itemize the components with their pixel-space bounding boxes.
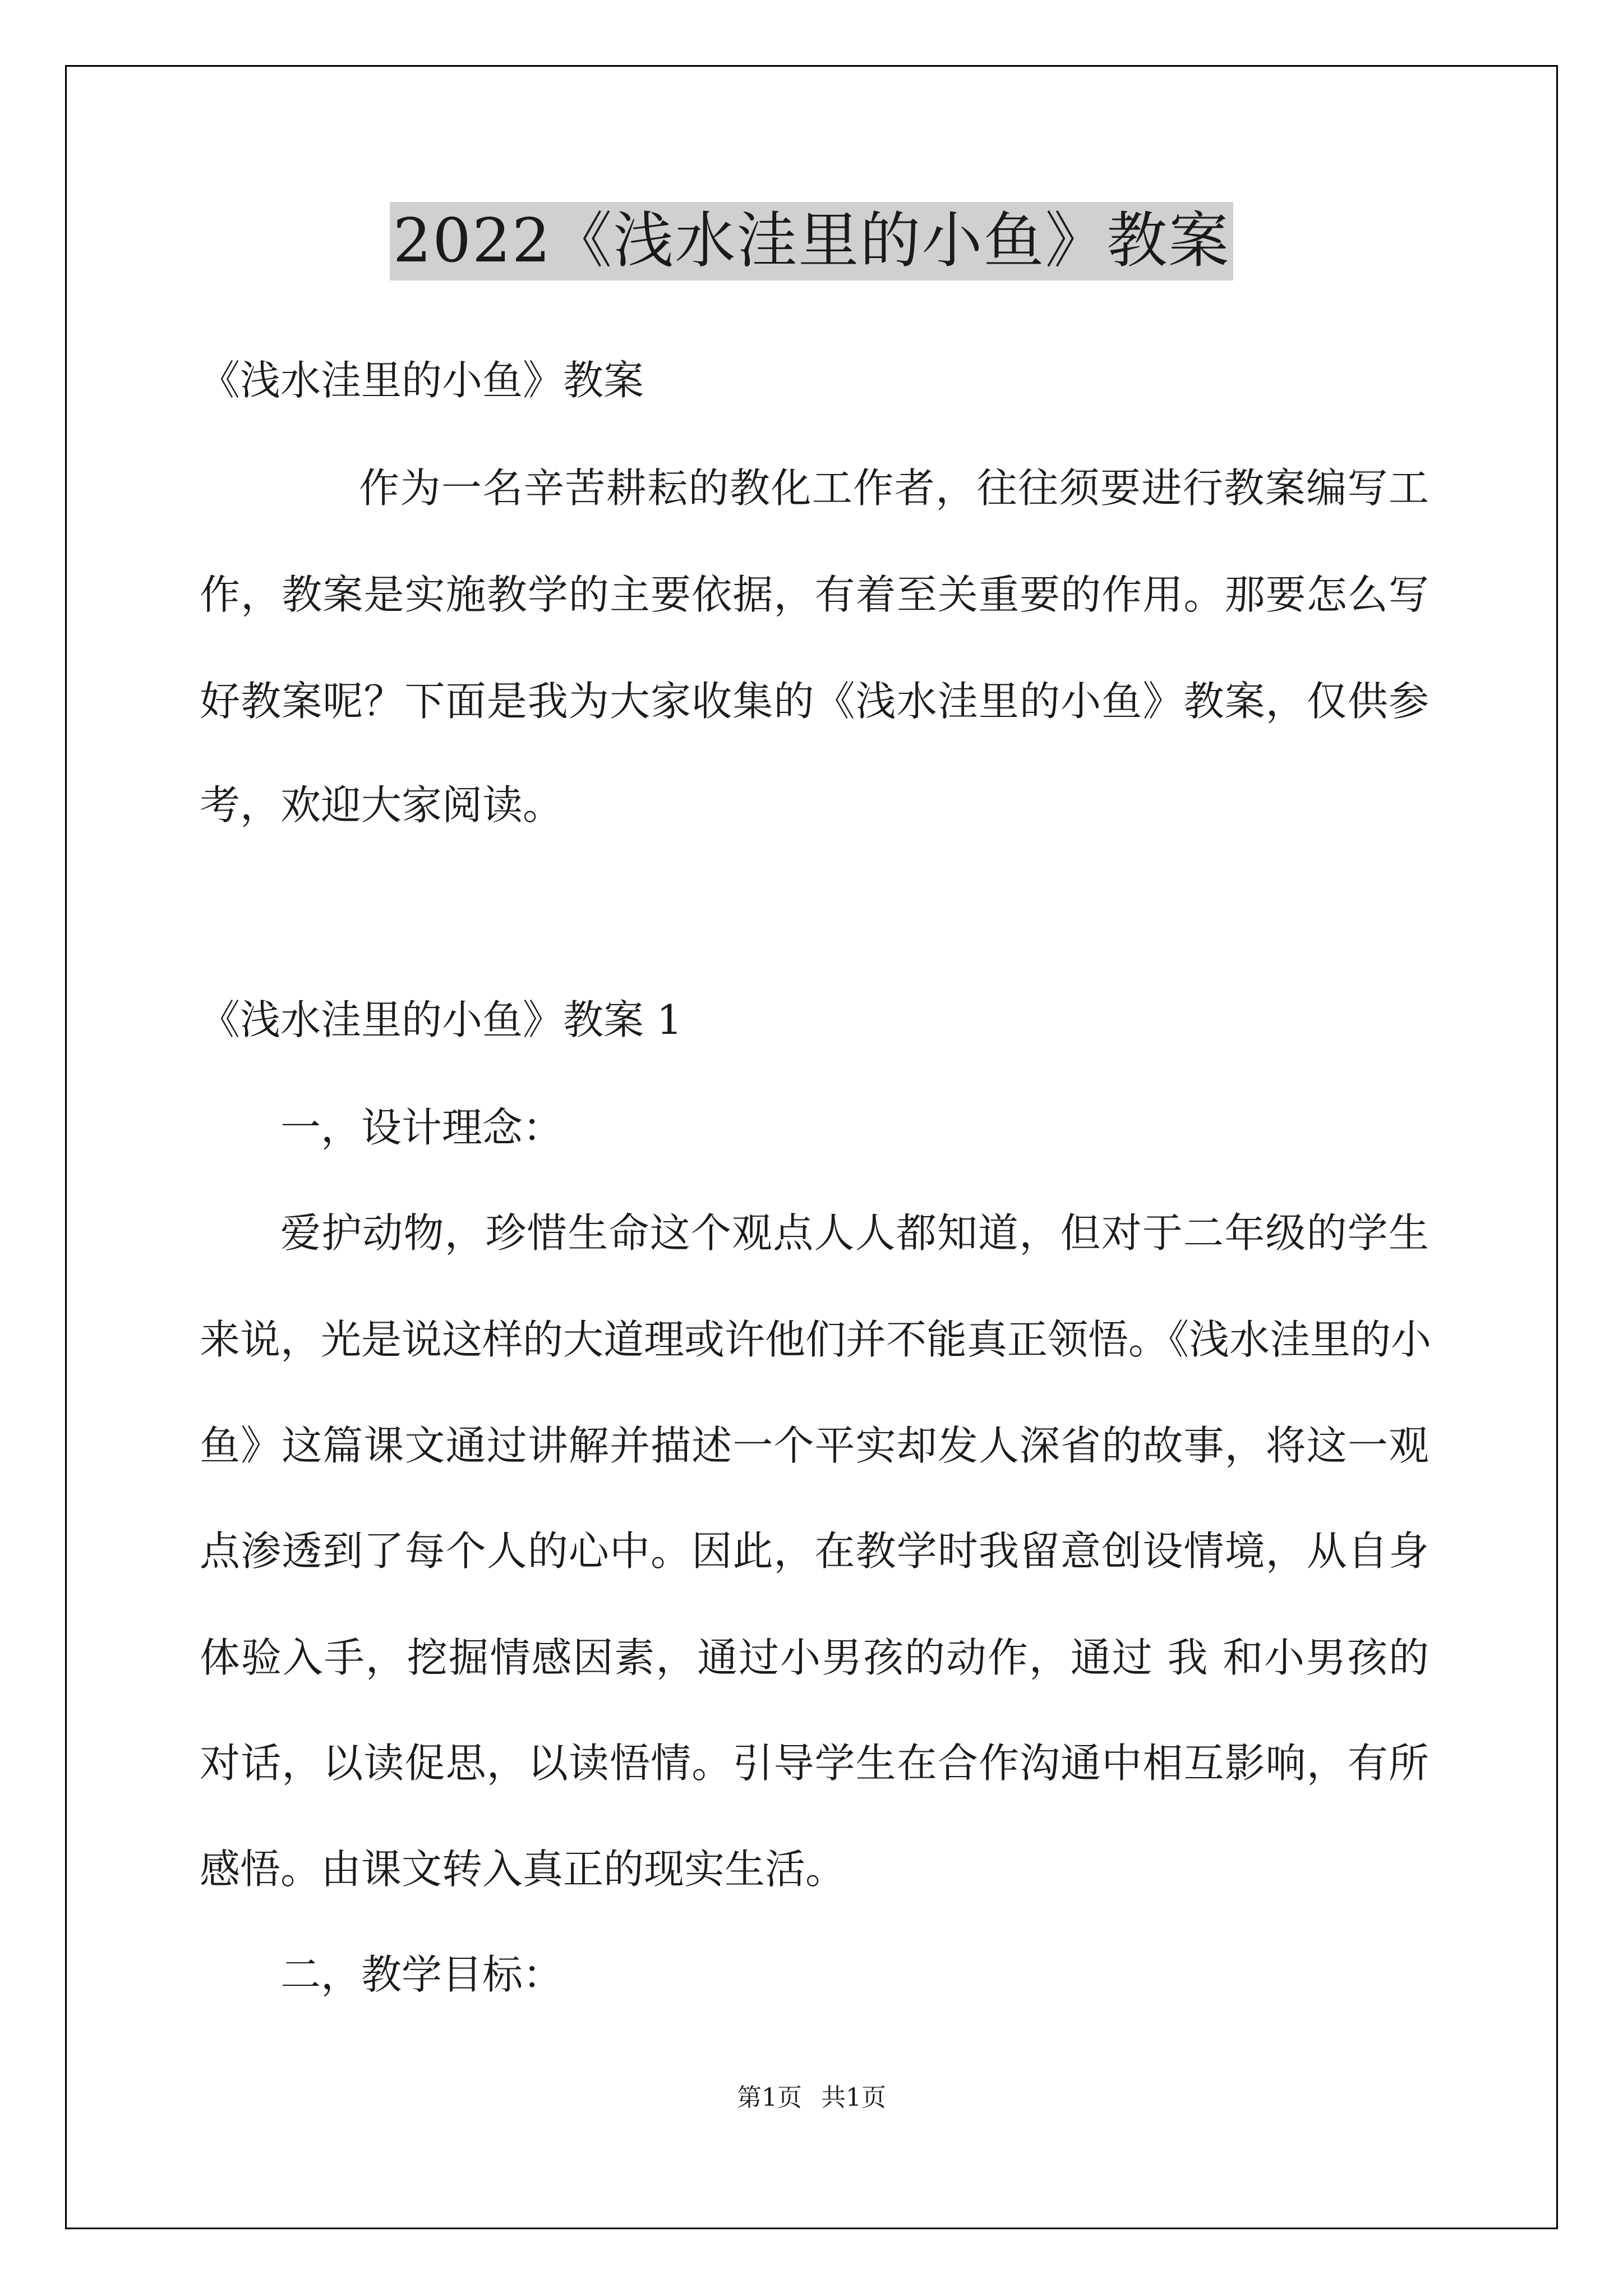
document-title: 2022《浅水洼里的小鱼》教案 [390,202,1234,280]
part1-line: 点渗透到了每个人的心中。因此，在教学时我留意创设情境，从自身 [200,1527,1429,1575]
doc-heading: 《浅水洼里的小鱼》教案 [200,357,644,404]
intro-line: 作为一名辛苦耕耘的教化工作者，往往须要进行教案编写工 [359,464,1429,512]
page-footer: 第1页 共1页 [737,2083,886,2112]
part1-line: 体验入手，挖掘情感因素，通过小男孩的动作，通过 我 和小男孩的 [200,1634,1429,1681]
intro-line: 考，欢迎大家阅读。 [200,781,564,829]
intro-line: 作，教案是实施教学的主要依据，有着至关重要的作用。那要怎么写 [200,571,1429,618]
part1-line: 鱼》这篇课文通过讲解并描述一个平实却发人深省的故事，将这一观 [200,1422,1429,1469]
section-heading: 《浅水洼里的小鱼》教案 1 [200,996,683,1043]
part1-line: 来说，光是说这样的大道理或许他们并不能真正领悟。《浅水洼里的小 [200,1316,1432,1363]
part2-heading: 二，教学目标： [280,1951,564,1998]
intro-line: 好教案呢？下面是我为大家收集的《浅水洼里的小鱼》教案，仅供参 [200,678,1429,725]
title-container [0,202,1623,280]
part1-line: 爱护动物，珍惜生命这个观点人人都知道，但对于二年级的学生 [280,1209,1429,1257]
part1-heading: 一，设计理念： [280,1104,564,1151]
part1-line: 对话，以读促思，以读悟情。引导学生在合作沟通中相互影响，有所 [200,1740,1429,1787]
part1-line: 感悟。由课文转入真正的现实生活。 [200,1846,846,1893]
